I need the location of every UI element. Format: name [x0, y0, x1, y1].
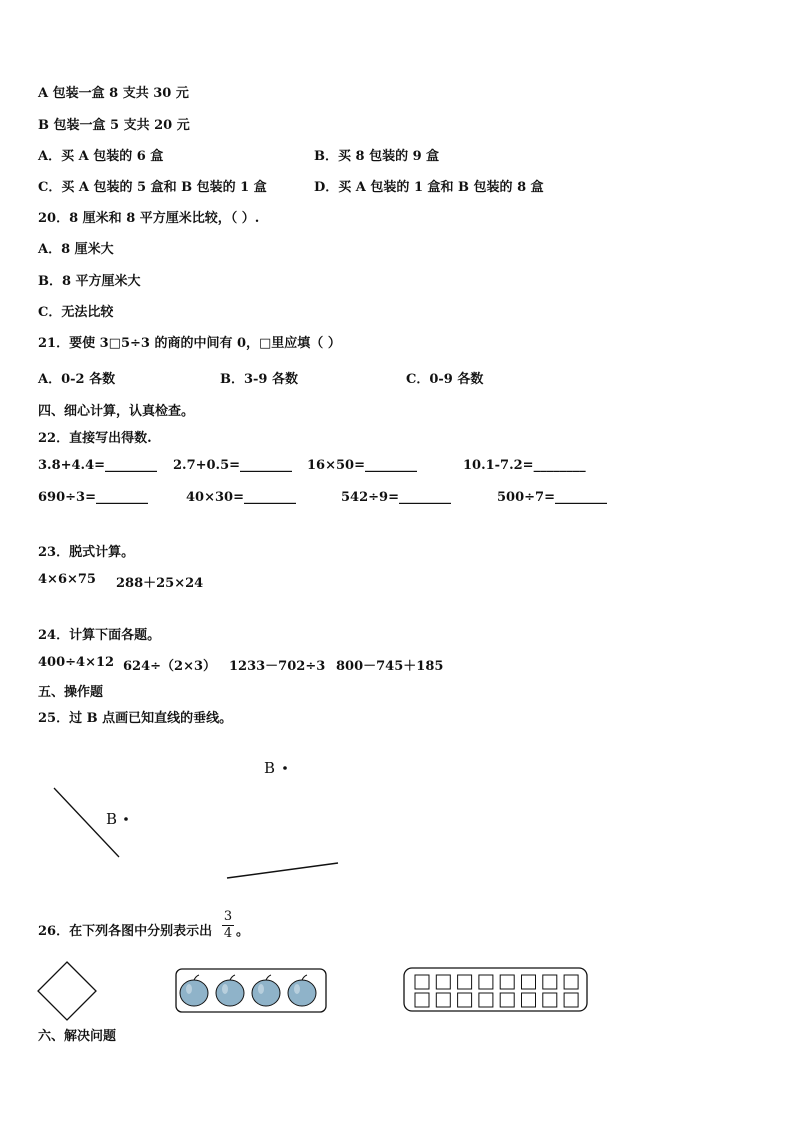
grid-square [479, 975, 493, 989]
q24-stem: 24．计算下面各题。 [38, 628, 161, 643]
q22-item: 3.8+4.4=________ [38, 458, 158, 473]
section-4-title: 四、细心计算，认真检查。 [38, 404, 195, 419]
q19-option-b-info: B 包装一盒 5 支共 20 元 [38, 118, 190, 133]
q22-item: 10.1-7.2=________ [463, 458, 586, 473]
q22-item: 40×30=________ [186, 490, 296, 505]
apple-stem [230, 975, 235, 980]
q21-stem: 21．要使 3□5÷3 的商的中间有 0，□里应填（ ） [38, 336, 341, 351]
point-b-label-2: B [264, 759, 276, 777]
grid-square [415, 975, 429, 989]
q19-choice-d: D．买 A 包装的 1 盒和 B 包装的 8 盒 [314, 180, 544, 195]
q19-choice-c: C．买 A 包装的 5 盒和 B 包装的 1 盒 [38, 180, 267, 195]
q21-choice-c: C．0-9 各数 [406, 372, 484, 387]
fraction-denominator: 4 [223, 926, 233, 941]
q24-item: 624÷（2×3） [123, 659, 217, 674]
q22-item: 16×50=________ [307, 458, 417, 473]
q19-choice-a: A．买 A 包装的 6 盒 [38, 149, 164, 164]
apple-icon [180, 980, 208, 1006]
grid-square [543, 993, 557, 1007]
grid-square [436, 975, 450, 989]
section-6-title: 六、解决问题 [38, 1029, 117, 1044]
q26-stem-prefix: 26．在下列各图中分别表示出 [38, 924, 213, 939]
q20-choice-b: B．8 平方厘米大 [38, 274, 141, 289]
grid-square [564, 993, 578, 1007]
q22-item: 2.7+0.5=________ [173, 458, 293, 473]
apple-stem [302, 975, 307, 980]
grid-square [500, 993, 514, 1007]
apple-highlight [222, 984, 228, 994]
grid-cells [415, 975, 578, 1007]
q20-stem: 20．8 厘米和 8 平方厘米比较，（ ）. [38, 211, 260, 226]
grid-square [479, 993, 493, 1007]
grid-container [404, 968, 587, 1011]
point-b-label-1: B [106, 810, 118, 828]
q24-item: 800－745＋185 [336, 659, 444, 674]
apple-icon [288, 980, 316, 1006]
fraction-numerator: 3 [223, 909, 233, 924]
grid-square [458, 993, 472, 1007]
apple-highlight [186, 984, 192, 994]
q21-choice-a: A．0-2 各数 [38, 372, 116, 387]
q19-option-a-info: A 包装一盒 8 支共 30 元 [38, 86, 189, 101]
q22-stem: 22．直接写出得数. [38, 431, 152, 446]
grid-square [415, 993, 429, 1007]
grid-square [522, 993, 536, 1007]
apple-stem [194, 975, 199, 980]
q20-choice-a: A．8 厘米大 [38, 242, 114, 257]
grid-square [458, 975, 472, 989]
q22-item: 690÷3=________ [38, 490, 148, 505]
apple-group [180, 975, 316, 1006]
q22-item: 542÷9=________ [341, 490, 451, 505]
apple-highlight [294, 984, 300, 994]
q24-item: 1233－702÷3 [229, 659, 326, 674]
q25-stem: 25．过 B 点画已知直线的垂线。 [38, 711, 233, 726]
q23-stem: 23．脱式计算。 [38, 545, 135, 560]
apple-stem [266, 975, 271, 980]
section-5-title: 五、操作题 [38, 685, 104, 700]
q24-item: 400÷4×12 [38, 655, 115, 670]
grid-square [500, 975, 514, 989]
grid-square [543, 975, 557, 989]
q20-choice-c: C．无法比较 [38, 305, 114, 320]
q26-stem-suffix: 。 [236, 924, 250, 939]
apple-highlight [258, 984, 264, 994]
q22-item: 500÷7=________ [497, 490, 607, 505]
apple-icon [216, 980, 244, 1006]
q19-choice-b: B．买 8 包装的 9 盒 [314, 149, 440, 164]
grid-square [522, 975, 536, 989]
q23-item: 288＋25×24 [116, 576, 204, 591]
grid-square [564, 975, 578, 989]
q21-choice-b: B．3-9 各数 [220, 372, 299, 387]
diamond-shape [38, 962, 96, 1020]
apple-icon [252, 980, 280, 1006]
grid-square [436, 993, 450, 1007]
q23-item: 4×6×75 [38, 572, 96, 587]
